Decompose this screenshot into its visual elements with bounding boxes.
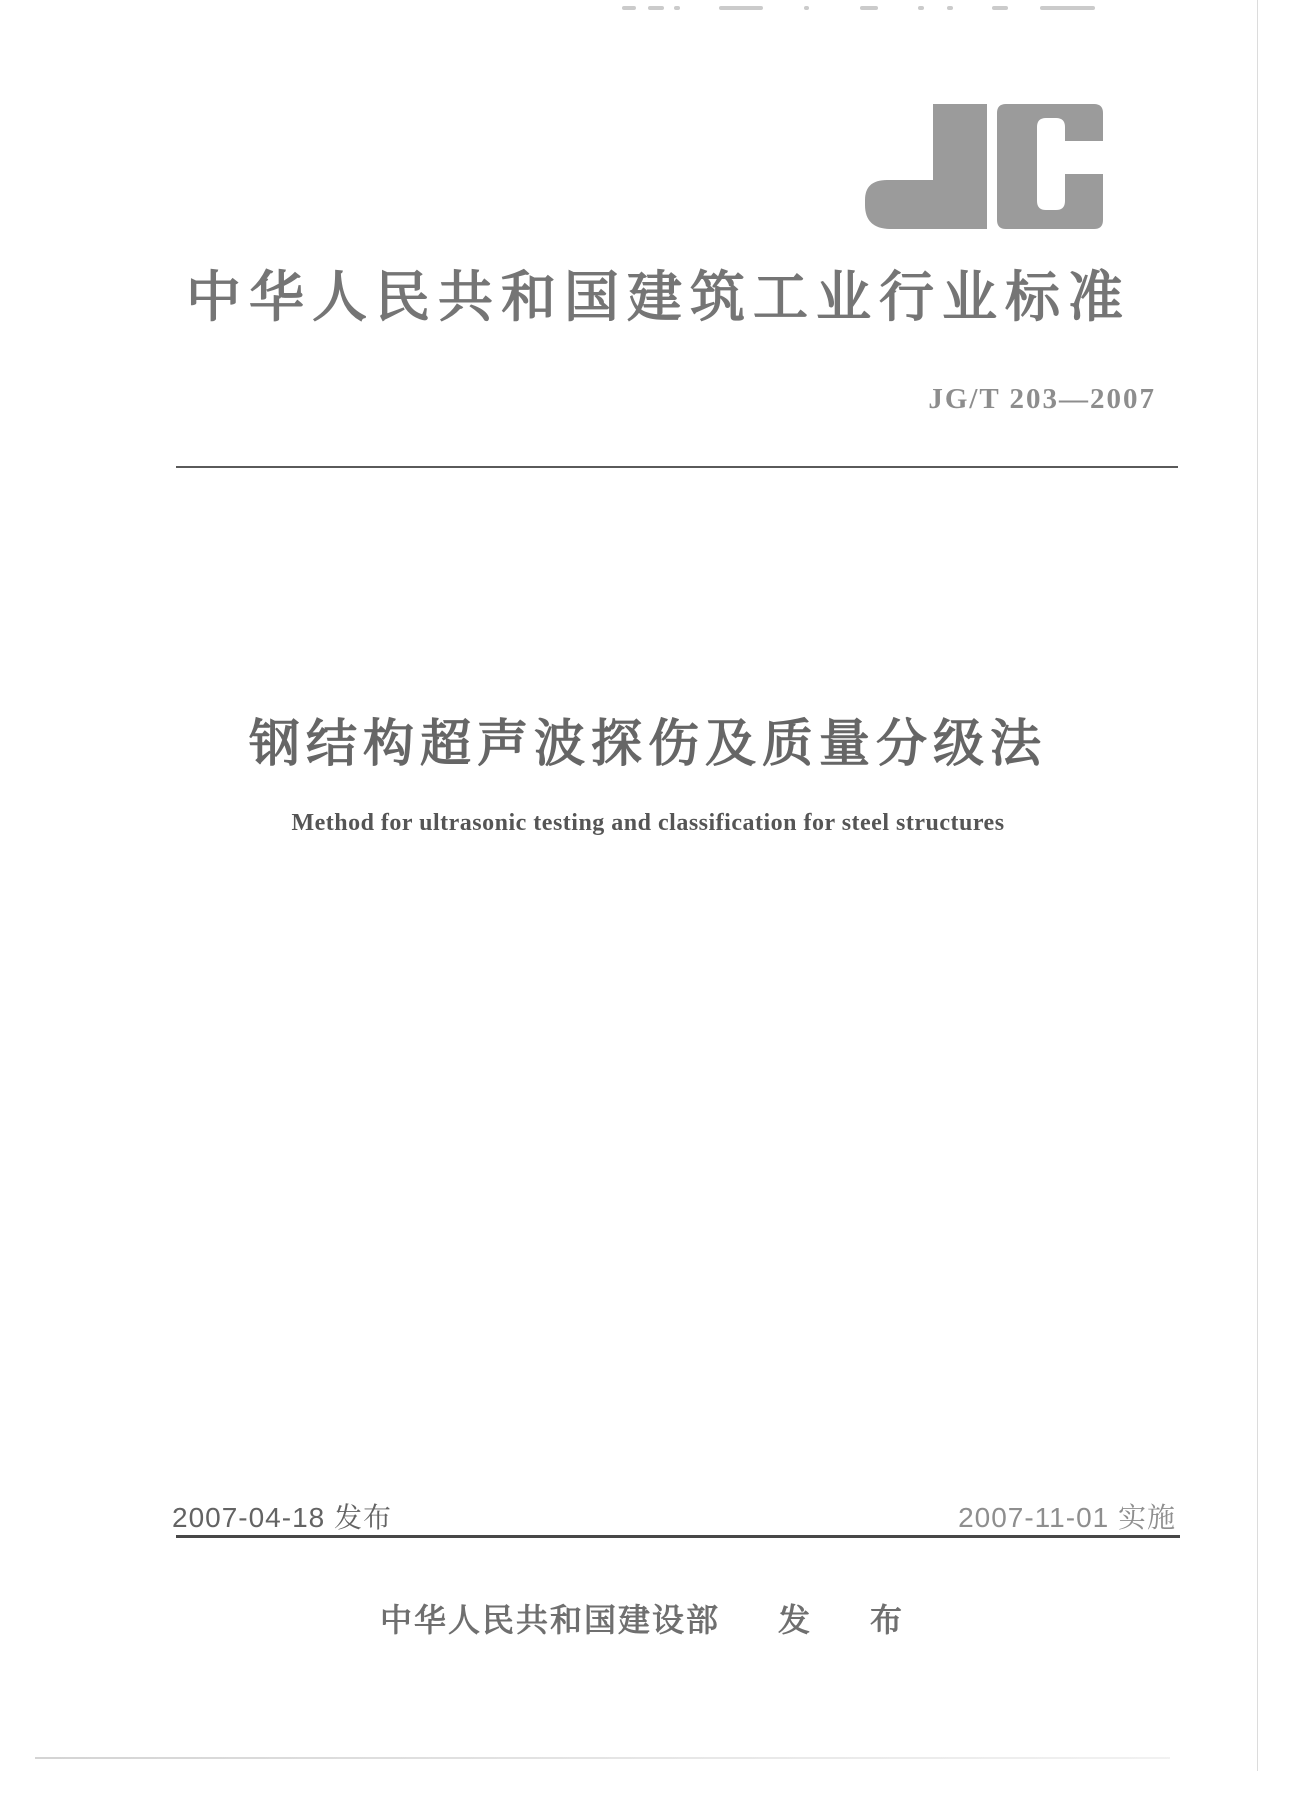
document-title-zh: 钢结构超声波探伤及质量分级法 <box>248 717 1047 773</box>
text-fragment <box>674 6 680 10</box>
issue-date: 2007-04-18 发布 <box>172 1502 393 1533</box>
text-fragment <box>804 6 809 10</box>
text-fragment <box>947 6 953 10</box>
scan-edge-line-bottom <box>35 1757 1170 1759</box>
publish-label: 发 布 <box>778 1602 917 1638</box>
standard-class-title: 中华人民共和国建筑工业行业标准 <box>186 267 1132 328</box>
text-fragment <box>648 6 664 10</box>
text-fragment <box>918 6 924 10</box>
jg-logo-icon <box>865 103 1103 230</box>
scan-edge-line-vertical <box>1257 0 1258 1771</box>
text-fragment <box>622 6 636 10</box>
footer-divider-line <box>176 1535 1180 1538</box>
standard-code: JG/T 203—2007 <box>928 383 1156 415</box>
document-title-en: Method for ultrasonic testing and classification for steel structures <box>291 810 1005 836</box>
publisher-name: 中华人民共和国建设部 <box>379 1602 720 1638</box>
text-fragment <box>992 6 1008 10</box>
text-fragment <box>860 6 878 10</box>
implementation-date: 2007-11-01 实施 <box>958 1502 1176 1533</box>
jg-logo <box>865 103 1103 230</box>
publisher-row <box>0 1595 1296 1641</box>
dates-row <box>172 1496 1176 1533</box>
text-fragment <box>1040 6 1095 10</box>
logo-letter-g <box>997 104 1103 229</box>
text-fragment <box>719 6 763 10</box>
logo-letter-j <box>865 104 987 229</box>
header-divider-line <box>176 466 1178 468</box>
top-fragments <box>0 4 1296 14</box>
